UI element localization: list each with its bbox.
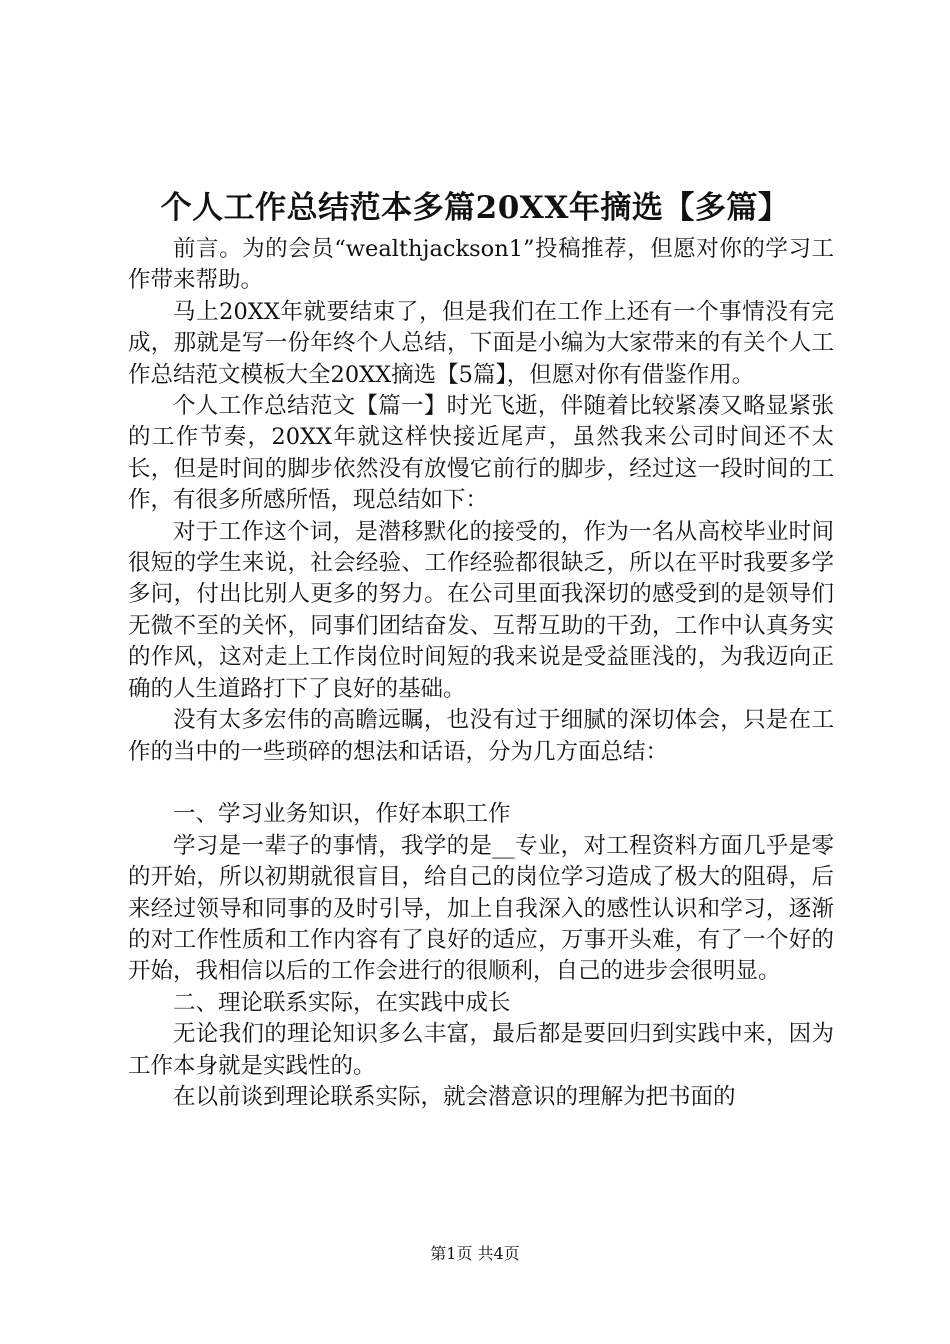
paragraph-theory: 在以前谈到理论联系实际，就会潜意识的理解为把书面的	[173, 1083, 736, 1110]
paragraph-part-one: 个人工作总结范文【篇一】时光飞逝，伴随着比较紧凑又略显紧张的工作节奏，20XX年就这样快接近尾声，虽然我来公司时间还不太长，但是时间的脚步依然没有放慢它前行的脚步，经过这一段时间的工作，有很多所感所悟，现总结如下：	[128, 393, 834, 514]
document-body	[128, 234, 834, 1113]
paragraph-intro: 马上20XX年就要结束了，但是我们在工作上还有一个事情没有完成，那就是写一份年终个人总结，下面是小编为大家带来的有关个人工作总结范文模板大全20XX摘选【5篇】，但愿对你有借鉴作用。	[128, 298, 834, 388]
document-title: 个人工作总结范本多篇20XX年摘选【多篇】	[160, 190, 790, 226]
page-footer: 第1页 共4页	[430, 1244, 520, 1263]
paragraph-learning: 学习是一辈子的事情，我学的是__专业，对工程资料方面几乎是零的开始，所以初期就很盲目，给自己的岗位学习造成了极大的阻碍，后来经过领导和同事的及时引导，加上自我深入的感性认识和学习，逐渐的对工作性质和工作内容有了良好的适应，万事开头难，有了一个好的开始，我相信以后的工作会进行的很顺利，自己的进步会很明显。	[128, 832, 834, 985]
paragraph-summary-lead: 没有太多宏伟的高瞻远瞩，也没有过于细腻的深切体会，只是在工作的当中的一些琐碎的想法和话语，分为几方面总结：	[128, 707, 834, 765]
paragraph-preface: 前言。为的会员“wealthjackson1”投稿推荐，但愿对你的学习工作带来帮助。	[128, 236, 834, 294]
paragraph-practice: 无论我们的理论知识多么丰富，最后都是要回归到实践中来，因为工作本身就是实践性的。	[128, 1021, 834, 1079]
section-heading-2: 二、理论联系实际，在实践中成长	[173, 989, 511, 1016]
section-heading-1: 一、学习业务知识，作好本职工作	[173, 801, 511, 828]
paragraph-work-attitude: 对于工作这个词，是潜移默化的接受的，作为一名从高校毕业时间很短的学生来说，社会经验、工作经验都很缺乏，所以在平时我要多学多问，付出比别人更多的努力。在公司里面我深切的感受到的是领导们无微不至的关怀，同事们团结奋发、互帮互助的干劲，工作中认真务实的作风，这对走上工作岗位时间短的我来说是受益匪浅的，为我迈向正确的人生道路打下了良好的基础。	[128, 518, 834, 702]
